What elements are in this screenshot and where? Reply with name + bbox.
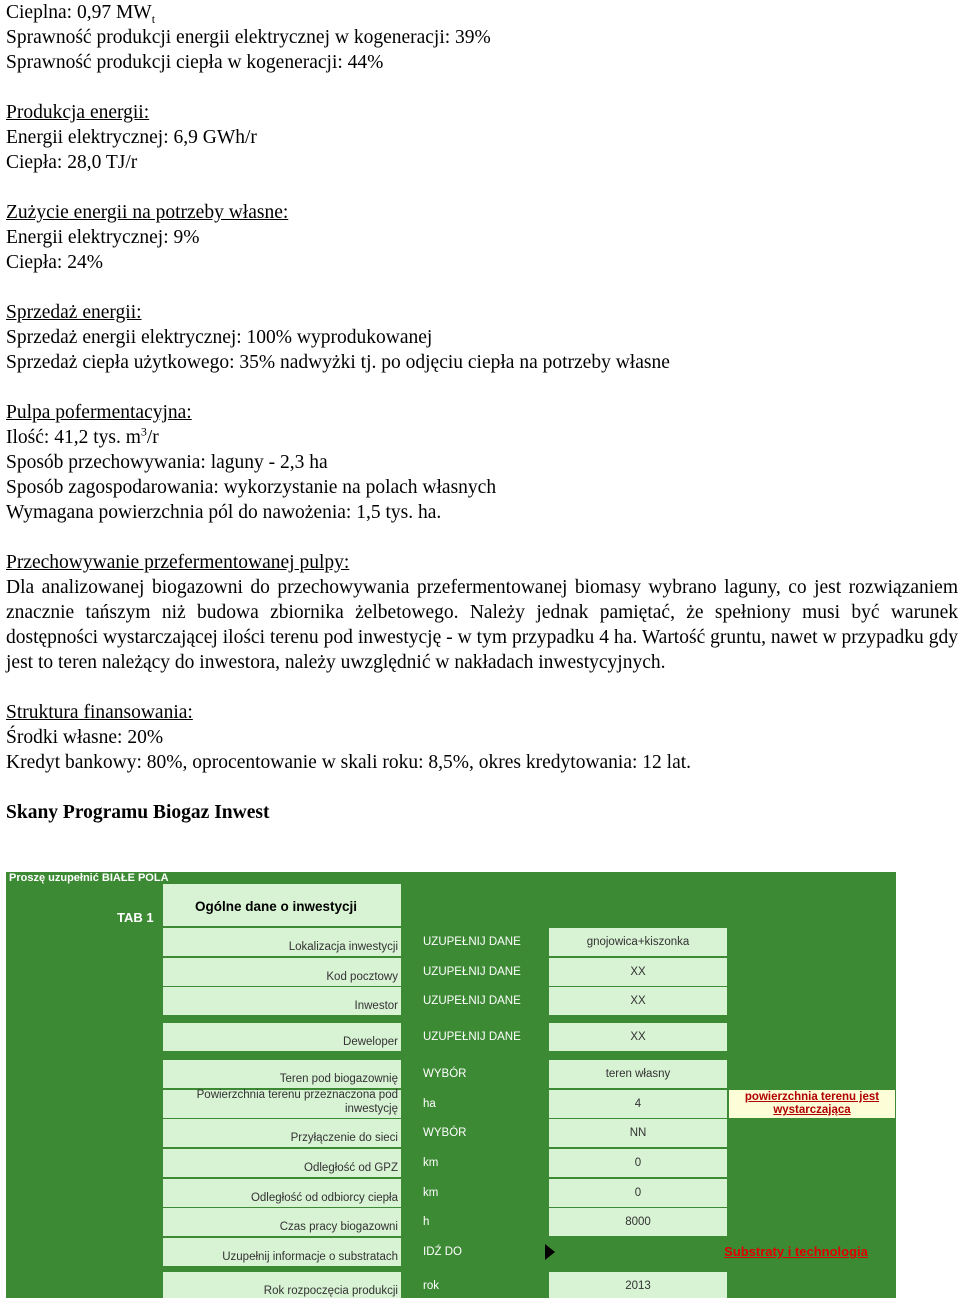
storage-heading: Przechowywanie przefermentowanej pulpy:	[6, 552, 350, 573]
pulp-storage-line: Sposób przechowywania: laguny - 2,3 ha	[6, 452, 328, 473]
document-text	[6, 0, 958, 825]
own-use-heading: Zużycie energii na potrzeby własne:	[6, 202, 289, 223]
pulp-use-line: Sposób zagospodarowania: wykorzystanie na polach własnych	[6, 477, 497, 498]
form-row-action: WYBÓR	[403, 1119, 547, 1147]
form-row-label-text: Kod pocztowy	[326, 971, 398, 983]
form-row-label	[163, 928, 401, 956]
form-row-action: UZUPEŁNIJ DANE	[403, 1023, 547, 1051]
form-row-action: h	[403, 1208, 547, 1236]
form-row-label	[163, 1090, 401, 1118]
form-row-value-field[interactable]: XX	[549, 958, 727, 986]
form-row-action: km	[403, 1179, 547, 1207]
storage-paragraph: Dla analizowanej biogazowni do przechowywania przefermentowanej biomasy wybrano laguny, co jest rozwiązaniem znacznie tańszym niż budowa zbiornika żelbetowego. Należy jednak pamiętać, że spełniony musi być warunek dostępności wystarczającej ilości terenu pod inwestycję - w tym przypadku 4 ha. Wartość gruntu, nawet w przypadku gdy jest to teren należący do inwestora, należy uwzględnić w nakładach inwestycyjnych.	[6, 577, 958, 673]
form-row-label	[163, 987, 401, 1015]
sales-heading: Sprzedaż energii:	[6, 302, 142, 323]
form-row-label	[163, 1149, 401, 1177]
form-row-label-text: Powierzchnia terenu przeznaczona pod inwestycję	[196, 1089, 398, 1115]
sales-electric-line: Sprzedaż energii elektrycznej: 100% wyprodukowanej	[6, 327, 433, 348]
form-row-label	[163, 1272, 401, 1298]
pulp-heading: Pulpa pofermentacyjna:	[6, 402, 192, 423]
form-row-action: ha	[403, 1090, 547, 1118]
form-row-action: WYBÓR	[403, 1060, 547, 1088]
form-row-value-field[interactable]: 2013	[549, 1272, 727, 1298]
form-row-action: IDŹ DO	[403, 1238, 547, 1266]
form-row-value-field[interactable]: XX	[549, 1023, 727, 1051]
form-row-label-text: Teren pod biogazownię	[279, 1073, 398, 1085]
form-row-action: UZUPEŁNIJ DANE	[403, 987, 547, 1015]
form-row-label	[163, 1119, 401, 1147]
heat-power-line: Cieplna: 0,97 $MW_t$	[6, 2, 156, 26]
form-row-label-text: Przyłączenie do sieci	[290, 1132, 398, 1144]
form-row-label	[163, 1179, 401, 1207]
form-row-value-field[interactable]: 0	[549, 1149, 727, 1177]
pulp-area-line: Wymagana powierzchnia pól do nawożenia: 1,5 tys. ha.	[6, 502, 442, 523]
biogaz-inwest-screenshot	[6, 872, 896, 1298]
pulp-amount-line: Ilość: 41,2 tys. $m^3/r$	[6, 424, 159, 448]
area-sufficient-note	[729, 1090, 895, 1118]
production-heat-line: Ciepła: 28,0 TJ/r	[6, 152, 138, 173]
form-row-action: UZUPEŁNIJ DANE	[403, 958, 547, 986]
form-row-label-text: Rok rozpoczęcia produkcji	[263, 1285, 398, 1297]
arrow-right-icon	[545, 1244, 555, 1260]
own-use-electric-line: Energii elektrycznej: 9%	[6, 227, 200, 248]
production-electric-line: Energii elektrycznej: 6,9 GWh/r	[6, 127, 257, 148]
form-row-label	[163, 1060, 401, 1088]
finance-credit-line: Kredyt bankowy: 80%, oprocentowanie w skali roku: 8,5%, okres kredytowania: 12 lat.	[6, 752, 692, 773]
form-row-value-field[interactable]: 4	[549, 1090, 727, 1118]
form-row-label	[163, 1208, 401, 1236]
form-row-value-field[interactable]: 0	[549, 1179, 727, 1207]
screens-heading: Skany Programu Biogaz Inwest	[6, 802, 270, 823]
form-row-label-text: Deweloper	[343, 1036, 398, 1048]
eff-electric-line: Sprawność produkcji energii elektrycznej w kogeneracji: 39%	[6, 27, 491, 48]
form-row-action: rok	[403, 1272, 547, 1298]
form-row-value-field[interactable]: teren własny	[549, 1060, 727, 1088]
form-row-action: km	[403, 1149, 547, 1177]
form-row-label-text: Inwestor	[354, 1000, 398, 1012]
substrates-link[interactable]	[713, 1238, 879, 1266]
substrates-link-text[interactable]: Substraty i technologia	[724, 1244, 868, 1259]
form-row-value-field[interactable]: gnojowica+kiszonka	[549, 928, 727, 956]
form-row-label	[163, 958, 401, 986]
form-row-value-field[interactable]: XX	[549, 987, 727, 1015]
finance-own-line: Środki własne: 20%	[6, 727, 164, 748]
form-row-label-text: Odległość od odbiorcy ciepła	[250, 1192, 398, 1204]
eff-heat-line: Sprawność produkcji ciepła w kogeneracji: 44%	[6, 52, 384, 73]
form-row-label-text: Uzupełnij informacje o substratach	[222, 1251, 398, 1263]
form-row-label-text: Odległość od GPZ	[304, 1162, 398, 1174]
production-heading: Produkcja energii:	[6, 102, 150, 123]
form-row-action: UZUPEŁNIJ DANE	[403, 928, 547, 956]
area-sufficient-note-text: powierzchnia terenu jest wystarczająca	[744, 1091, 880, 1116]
investment-data-heading: Ogólne dane o inwestycji	[163, 884, 401, 926]
form-row-value-field[interactable]: NN	[549, 1119, 727, 1147]
form-row-label-text: Lokalizacja inwestycji	[288, 941, 398, 953]
form-row-label	[163, 1023, 401, 1051]
form-row-value-field[interactable]: 8000	[549, 1208, 727, 1236]
form-row-label-text: Czas pracy biogazowni	[279, 1221, 398, 1233]
finance-heading: Struktura finansowania:	[6, 702, 193, 723]
own-use-heat-line: Ciepła: 24%	[6, 252, 103, 273]
sales-heat-line: Sprzedaż ciepła użytkowego: 35% nadwyżki tj. po odjęciu ciepła na potrzeby własne	[6, 352, 670, 373]
form-row-label	[163, 1238, 401, 1266]
fill-white-fields-banner: Proszę uzupełnić BIAŁE POLA	[9, 872, 169, 884]
tab-1-label[interactable]: TAB 1	[117, 910, 154, 925]
